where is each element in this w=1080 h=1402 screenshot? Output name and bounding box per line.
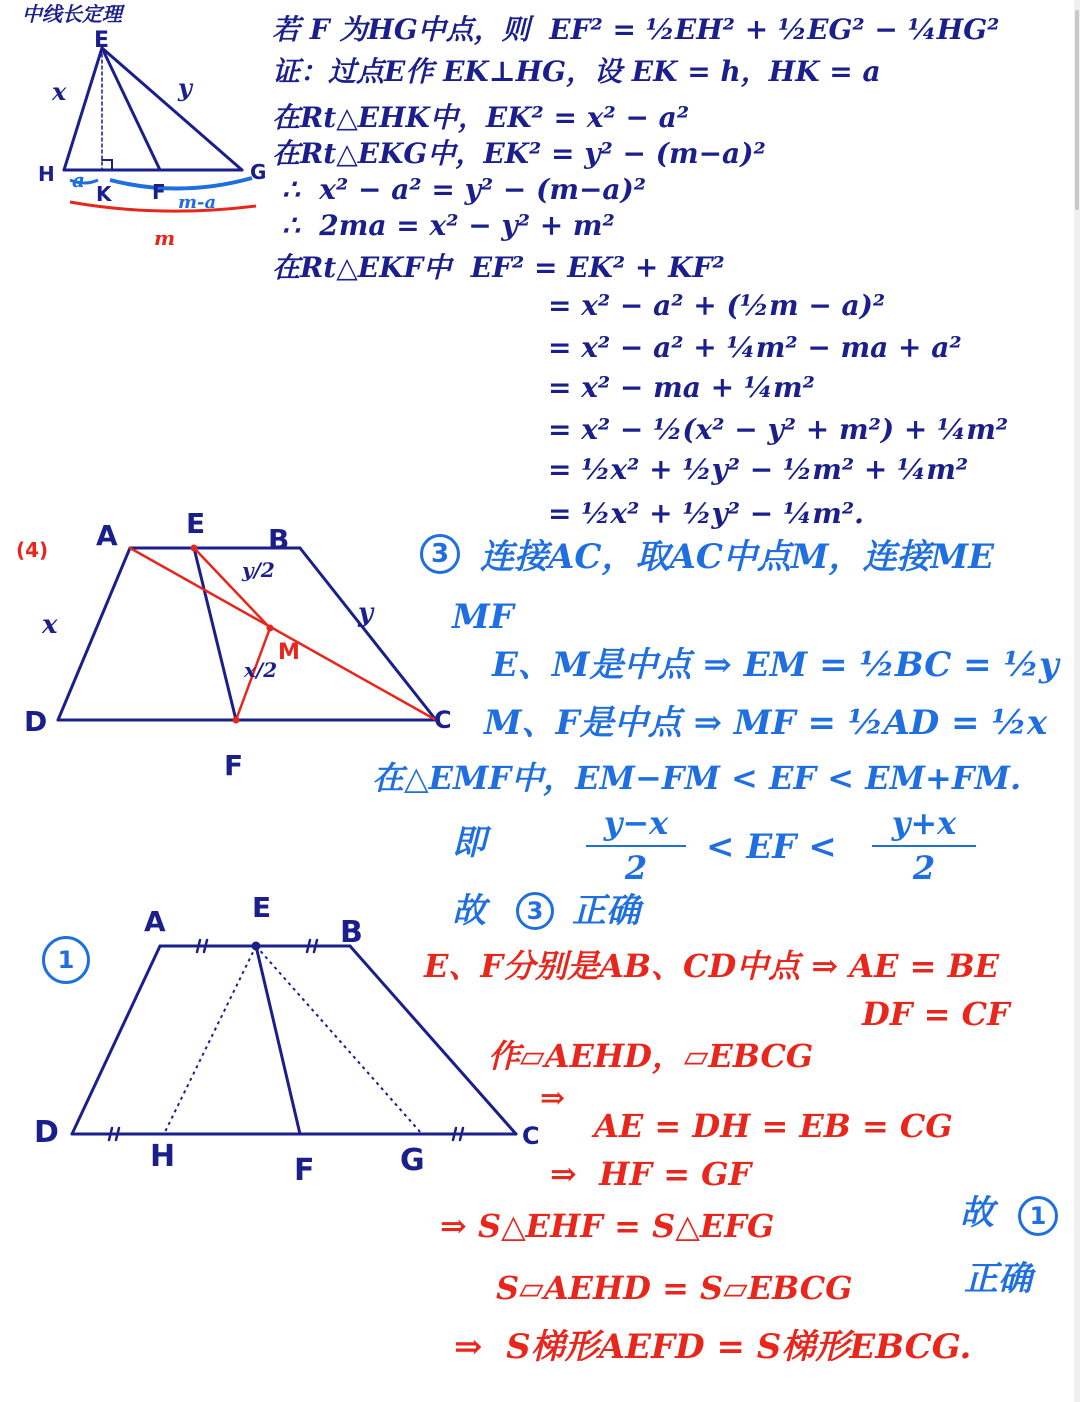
scrollbar-thumb[interactable] <box>1075 10 1079 210</box>
fraction-lower-den: 2 <box>624 849 648 888</box>
brace-m-minus-a <box>110 178 252 189</box>
problem-tag: (4) <box>16 538 49 562</box>
segment-AC <box>130 548 436 720</box>
part1-line-3-arrow: ⇒ <box>540 1081 566 1116</box>
part3-line-4: 在△EMF中，EM−FM < EF < EM+FM. <box>372 759 1022 797</box>
note-title: 中线长定理 <box>22 2 122 26</box>
label-M: M <box>278 640 300 665</box>
side-conclusion-suffix: 正确 <box>964 1259 1032 1299</box>
tick-GC-2 <box>460 1128 463 1140</box>
label-F: F <box>152 180 166 204</box>
label-m-minus-a: m-a <box>178 192 217 213</box>
proof-line-6: 在Rt△EKF中 EF² = EK² + KF² <box>272 251 725 284</box>
side-conclusion-prefix: 故 <box>960 1193 994 1233</box>
step-2: = x² − a² + ¼m² − ma + a² <box>548 331 962 364</box>
conclusion-suffix: 正确 <box>572 891 640 931</box>
point-E <box>252 942 261 951</box>
part3-line-1b: MF <box>452 597 514 637</box>
part3-line-2: E、M是中点 ⇒ EM = ½BC = ½y <box>492 645 1059 685</box>
label-E: E <box>186 507 206 540</box>
tick-EB-2 <box>314 940 317 952</box>
fraction-bar <box>586 845 686 847</box>
part1-line-7: ⇒ S梯形AEFD = S梯形EBCG. <box>454 1327 972 1367</box>
label-G: G <box>250 160 267 184</box>
tick-EB-1 <box>307 940 310 952</box>
theorem-line: 若 F 为HG中点，则 EF² = ½EH² + ½EG² − ¼HG² <box>272 13 1000 46</box>
conclusion-marker-3: 3 <box>516 892 554 930</box>
step-4: = x² − ½(x² − y² + m²) + ¼m² <box>548 413 1009 446</box>
step-1: = x² − a² + (½m − a)² <box>548 289 886 322</box>
proof-line-5: ∴ 2ma = x² − y² + m² <box>282 209 615 242</box>
vertical-scrollbar[interactable] <box>1074 0 1080 1402</box>
label-y: y <box>178 73 192 102</box>
part3-line-3: M、F是中点 ⇒ MF = ½AD = ½x <box>484 703 1048 743</box>
label-y: y <box>358 598 374 628</box>
label-A: A <box>144 905 166 938</box>
part1-line-6: S▱AEHD = S▱EBCG <box>496 1269 853 1307</box>
fraction-upper-den: 2 <box>912 849 936 888</box>
label-C: C <box>434 706 452 734</box>
label-half-y: y/2 <box>242 558 275 582</box>
segment-EG <box>256 946 422 1134</box>
part3-line-5-prefix: 即 <box>452 823 486 863</box>
segment-EG <box>102 48 242 170</box>
tick-AE-1 <box>197 940 200 952</box>
proof-line-2: 在Rt△EHK中，EK² = x² − a² <box>272 101 690 134</box>
label-G: G <box>400 1143 425 1178</box>
segment-EF <box>102 48 160 170</box>
part1-line-2: 作▱AEHD，▱EBCG <box>488 1037 814 1075</box>
label-half-x: x/2 <box>244 658 278 682</box>
segment-EF <box>194 548 236 720</box>
tick-DH-1 <box>109 1128 112 1140</box>
part1-line-5: ⇒ S△EHF = S△EFG <box>440 1207 775 1245</box>
conclusion-prefix: 故 <box>452 891 486 931</box>
label-m: m <box>154 226 176 250</box>
label-K: K <box>96 182 112 206</box>
label-H: H <box>38 162 55 186</box>
label-E: E <box>252 891 272 924</box>
step-5: = ½x² + ½y² − ½m² + ¼m² <box>548 453 969 486</box>
label-D: D <box>24 705 48 738</box>
marker-1: 1 <box>42 936 90 984</box>
part3-line-1: 连接AC，取AC中点M，连接ME <box>480 537 995 577</box>
label-A: A <box>96 519 118 552</box>
fraction-upper-bound <box>872 806 976 886</box>
label-H: H <box>150 1139 176 1174</box>
proof-line-4: ∴ x² − a² = y² − (m−a)² <box>282 173 647 206</box>
fraction-bar <box>872 845 976 847</box>
fraction-lower-num: y−x <box>603 804 669 842</box>
part3-middle: < EF < <box>706 827 837 867</box>
point-M <box>267 625 274 632</box>
point-E <box>191 545 198 552</box>
proof-line-1: 证：过点E作 EK⊥HG，设 EK = h，HK = a <box>272 55 881 88</box>
tick-AE-2 <box>204 940 207 952</box>
label-F: F <box>294 1153 315 1188</box>
proof-line-3: 在Rt△EKG中，EK² = y² − (m−a)² <box>272 137 766 170</box>
step-6: = ½x² + ½y² − ¼m². <box>548 497 864 530</box>
segment-AD <box>58 548 130 720</box>
part1-line-1b: DF = CF <box>862 995 1010 1033</box>
fraction-lower-bound <box>586 806 686 886</box>
segment-EF <box>256 946 300 1134</box>
label-D: D <box>34 1115 59 1150</box>
part1-line-3: AE = DH = EB = CG <box>594 1107 953 1145</box>
label-a: a <box>72 168 85 192</box>
segment-BC <box>300 548 436 720</box>
label-F: F <box>224 749 244 782</box>
part1-line-4: ⇒ HF = GF <box>550 1155 752 1193</box>
segment-AD <box>72 946 160 1134</box>
segment-EH <box>164 946 256 1134</box>
label-C: C <box>522 1122 540 1150</box>
part1-line-1: E、F分别是AB、CD中点 ⇒ AE = BE <box>424 947 1000 985</box>
label-x: x <box>42 610 58 640</box>
label-E: E <box>94 28 110 53</box>
tick-DH-2 <box>116 1128 119 1140</box>
label-B: B <box>340 915 363 950</box>
tick-GC-1 <box>453 1128 456 1140</box>
side-conclusion-marker-1: 1 <box>1018 1196 1058 1236</box>
fraction-upper-num: y+x <box>891 804 957 842</box>
step-3: = x² − ma + ¼m² <box>548 371 815 404</box>
point-F <box>233 717 240 724</box>
label-x: x <box>52 77 67 106</box>
label-B: B <box>268 523 290 556</box>
marker-3: 3 <box>420 534 460 574</box>
segment-EH <box>64 48 102 170</box>
